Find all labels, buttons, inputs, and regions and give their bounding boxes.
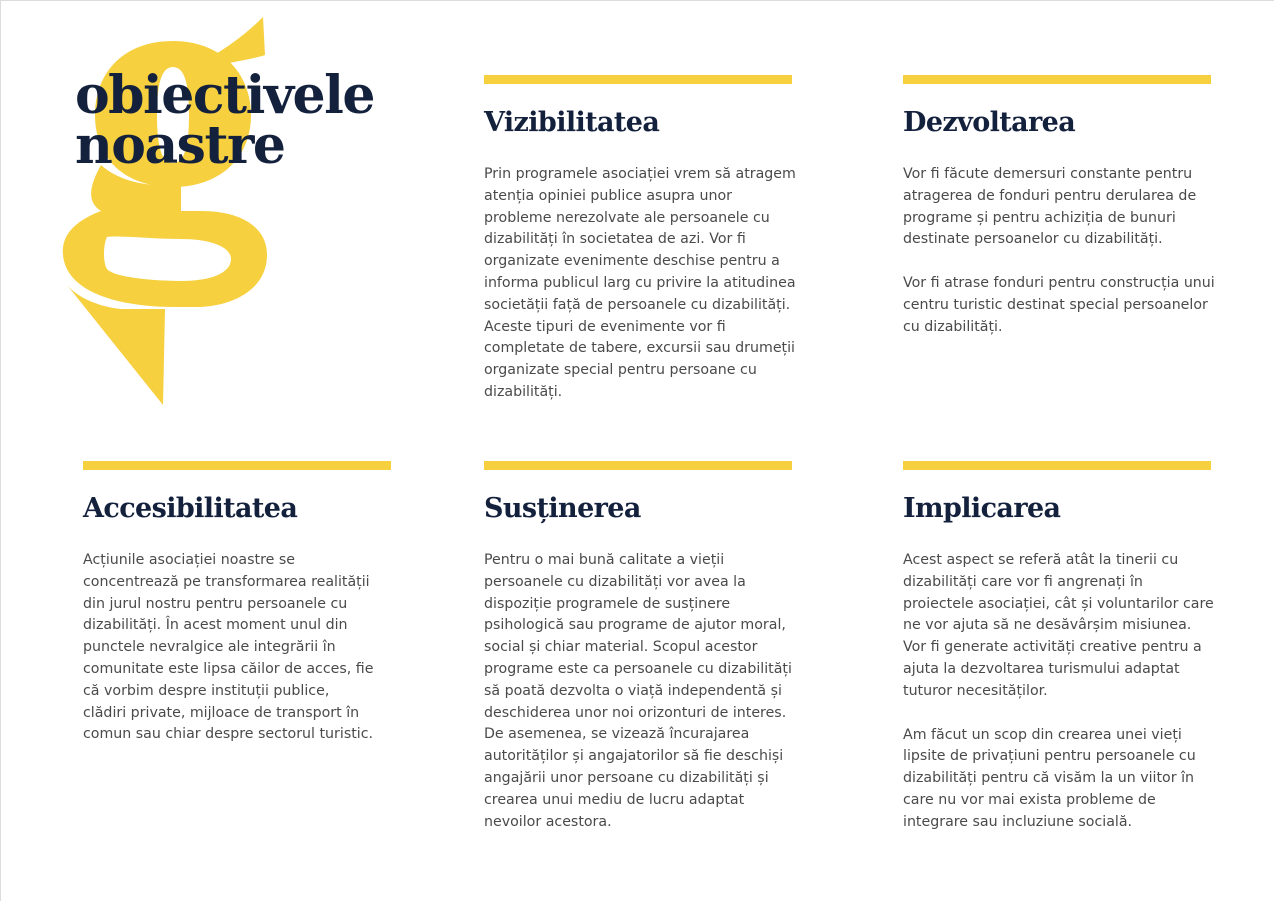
page-title-line-1: obiectivele <box>75 65 374 126</box>
card-title: Accesibilitatea <box>83 493 298 524</box>
card-paragraph: Vor fi făcute demersuri constante pentru atragerea de fonduri pentru derularea de programe și pentru achiziția de bunuri destinate persoanelor cu dizabilități. <box>903 166 1197 248</box>
card-vizibilitatea <box>484 75 796 426</box>
card-implicarea <box>903 461 1215 856</box>
card-accent-bar <box>484 75 792 84</box>
card-dezvoltarea <box>903 75 1215 361</box>
card-title: Vizibilitatea <box>484 107 660 138</box>
card-title: Dezvoltarea <box>903 107 1076 138</box>
page-title <box>75 65 435 176</box>
card-paragraph: Pentru o mai bună calitate a vieții persoanele cu dizabilități vor avea la dispoziție programele de susținere psihologică sau programe de ajutor moral, social și chiar material. Scopul acestor programe este ca persoanele cu dizabilități să poată dezvolta o viață independentă și deschiderea unor noi orizonturi de interes. De asemenea, se vizează încurajarea autorităților și angajatorilor să fie deschiși angajării unor persoane cu dizabilități și crearea unui mediu de lucru adaptat nevoilor acestora. <box>484 552 792 830</box>
card-accent-bar <box>903 461 1211 470</box>
card-title: Susținerea <box>484 493 641 524</box>
card-paragraph: Vor fi atrase fonduri pentru construcția unui centru turistic destinat special persoanelor cu dizabilități. <box>903 275 1215 335</box>
page-title-line-2: noastre <box>75 115 285 176</box>
card-accesibilitatea <box>83 461 395 768</box>
card-body <box>484 164 796 404</box>
card-accent-bar <box>903 75 1211 84</box>
card-paragraph: Acest aspect se referă atât la tinerii cu dizabilități care vor fi angrenați în proiectele asociației, cât și voluntarilor care ne vor ajuta să ne desăvârșim misiunea. Vor fi generate activități creative pentru a ajuta la dezvoltarea turismului adaptat tuturor necesităților. <box>903 552 1214 699</box>
card-title: Implicarea <box>903 493 1061 524</box>
card-accent-bar <box>83 461 391 470</box>
card-body <box>484 550 796 833</box>
card-body <box>83 550 395 746</box>
card-paragraph: Am făcut un scop din crearea unei vieți lipsite de privațiuni pentru persoanele cu dizabilități pentru că visăm la un viitor în care nu vor mai exista probleme de integrare sau incluziune socială. <box>903 726 1196 830</box>
card-sustinerea <box>484 461 796 855</box>
card-body <box>903 550 1215 834</box>
card-paragraph: Acțiunile asociației noastre se concentrează pe transformarea realității din jurul nostru pentru persoanele cu dizabilități. În acest moment unul din punctele nevralgice ale integrării în comunitate este lipsa căilor de acces, fie că vorbim despre instituții publice, clădiri private, mijloace de transport în comun sau chiar despre sectorul turistic. <box>83 552 374 743</box>
hero-section <box>61 15 421 415</box>
card-body <box>903 164 1215 339</box>
card-paragraph: Prin programele asociației vrem să atragem atenția opiniei publice asupra unor probleme nerezolvate ale persoanele cu dizabilități în societatea de azi. Vor fi organizate evenimente deschise pentru a informa publicul larg cu privire la atitudinea societății față de persoanele cu dizabilități. Aceste tipuri de evenimente vor fi completate de tabere, excursii sau drumeții organizate special pentru persoane cu dizabilități. <box>484 166 796 400</box>
card-accent-bar <box>484 461 792 470</box>
